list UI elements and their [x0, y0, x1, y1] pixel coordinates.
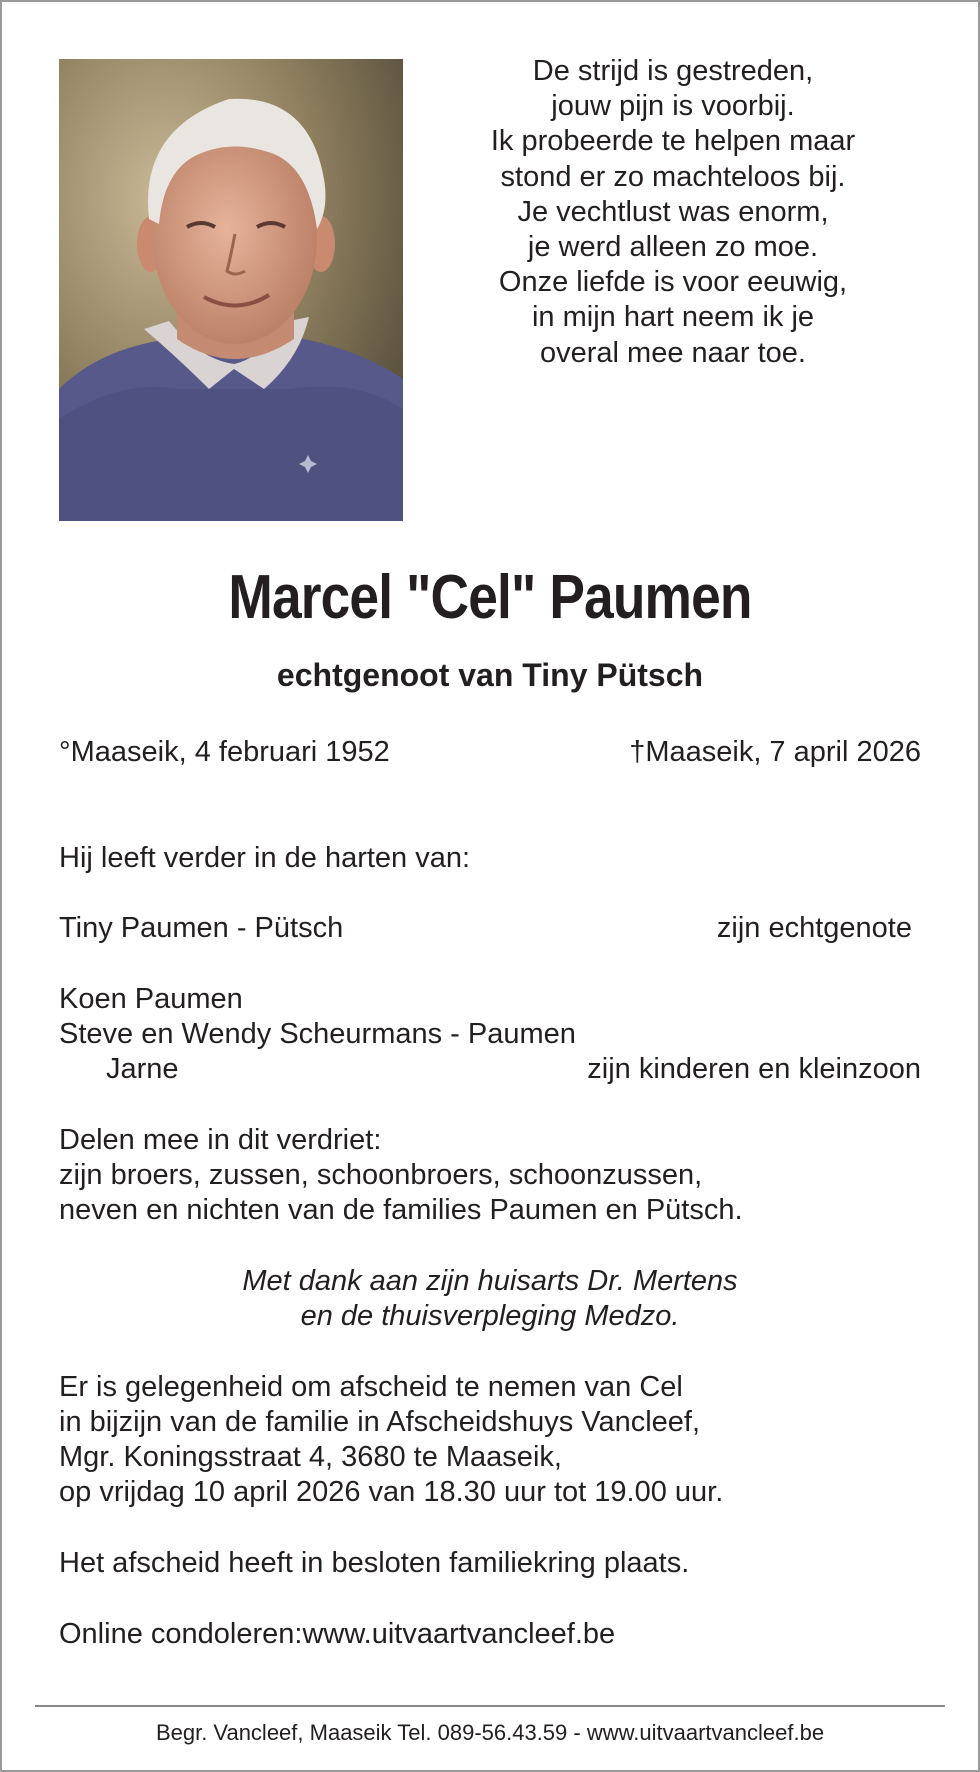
portrait-photo [59, 59, 403, 521]
deceased-name: Marcel "Cel" Paumen [228, 563, 752, 632]
family-line: neven en nichten van de families Paumen en Pütsch. [59, 1194, 743, 1226]
poem-line: Ik probeerde te helpen maar [490, 125, 856, 158]
family-line: Delen mee in dit verdriet: [59, 1124, 382, 1156]
obituary-card [2, 2, 978, 1770]
child-name: Steve en Wendy Scheurmans - Paumen [59, 1018, 576, 1050]
poem-line: overal mee naar toe. [540, 336, 806, 369]
spouse-role: zijn echtgenote [716, 912, 912, 944]
footer-divider [35, 1705, 945, 1707]
farewell-line: op vrijdag 10 april 2026 van 18.30 uur tot 19.00 uur. [59, 1476, 724, 1508]
poem-line: jouw pijn is voorbij. [551, 90, 795, 123]
thanks-line: en de thuisverpleging Medzo. [300, 1300, 680, 1332]
child-name: Koen Paumen [59, 983, 243, 1015]
portrait-illustration [59, 59, 403, 521]
grandchild-name: Jarne [106, 1053, 179, 1085]
death-info: †Maaseik, 7 april 2026 [629, 736, 921, 768]
poem-line: je werd alleen zo moe. [527, 231, 819, 264]
spouse-name: Tiny Paumen - Pütsch [59, 912, 344, 944]
children-role: zijn kinderen en kleinzoon [587, 1053, 921, 1085]
poem-line: Je vechtlust was enorm, [517, 195, 829, 228]
poem-line: De strijd is gestreden, [532, 55, 814, 87]
farewell-line: in bijzijn van de familie in Afscheidshuys Vancleef, [59, 1406, 701, 1438]
poem-line: in mijn hart neem ik je [531, 301, 815, 334]
farewell-line: Er is gelegenheid om afscheid te nemen van Cel [59, 1371, 683, 1403]
thanks-line: Met dank aan zijn huisarts Dr. Mertens [242, 1265, 738, 1297]
footer-contact: Begr. Vancleef, Maaseik Tel. 089-56.43.59 - www.uitvaartvancleef.be [155, 1720, 825, 1745]
family-line: zijn broers, zussen, schoonbroers, schoonzussen, [59, 1159, 703, 1191]
farewell-line: Mgr. Koningsstraat 4, 3680 te Maaseik, [59, 1441, 562, 1473]
online-condolence: Online condoleren:www.uitvaartvancleef.be [59, 1618, 616, 1650]
poem-line: stond er zo machteloos bij. [500, 160, 846, 193]
poem [448, 54, 898, 371]
poem-line: Onze liefde is voor eeuwig, [498, 266, 848, 299]
survivors-intro: Hij leeft verder in de harten van: [59, 842, 471, 874]
birth-info: °Maaseik, 4 februari 1952 [59, 736, 390, 768]
private-farewell: Het afscheid heeft in besloten familiekring plaats. [59, 1547, 690, 1579]
spouse-line: echtgenoot van Tiny Pütsch [276, 657, 704, 693]
